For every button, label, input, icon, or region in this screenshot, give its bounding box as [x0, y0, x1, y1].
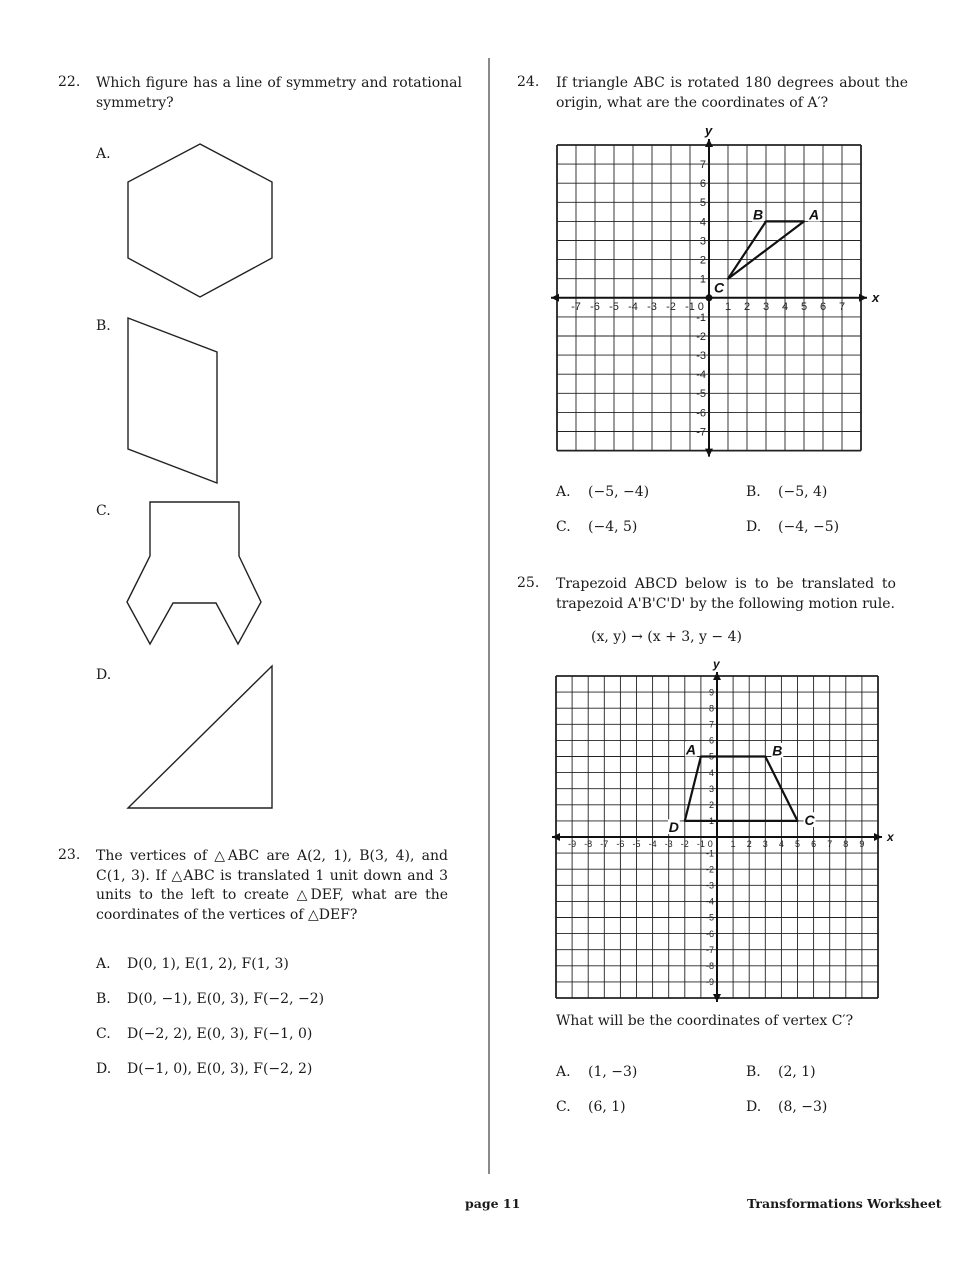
vertex-label-a: A — [808, 206, 820, 223]
x-axis-arrow-left — [551, 294, 559, 302]
y-tick-label: -1 — [705, 848, 714, 859]
q22-option-b-letter[interactable]: B. — [96, 318, 111, 334]
y-tick-label: 5 — [708, 751, 714, 762]
q25-option-c-text[interactable]: (6, 1) — [588, 1099, 626, 1115]
x-tick-label: 2 — [746, 839, 752, 849]
y-tick-label: 7 — [699, 158, 706, 171]
vertex-label-b: B — [772, 742, 783, 759]
q22-quadrilateral-figure — [120, 312, 230, 488]
q22-right-triangle-figure — [120, 660, 280, 814]
q24-option-c-letter[interactable]: C. — [556, 519, 571, 535]
x-tick-label: 1 — [730, 839, 736, 849]
y-tick-label: -3 — [705, 880, 714, 891]
x-tick-label: 9 — [859, 839, 865, 849]
x-tick-label: 4 — [778, 839, 784, 849]
x-tick-label: 5 — [794, 839, 801, 849]
y-tick-label: -9 — [705, 977, 714, 988]
y-tick-label: -2 — [696, 330, 706, 343]
y-tick-label: 1 — [708, 816, 714, 827]
y-tick-label: 1 — [699, 273, 706, 286]
x-tick-label: 7 — [827, 839, 833, 849]
x-tick-label: -4 — [628, 300, 638, 313]
vertex-label-b: B — [752, 206, 764, 223]
x-tick-label: 8 — [843, 839, 849, 849]
x-tick-label: -3 — [647, 300, 657, 313]
vertex-label-a: A — [685, 741, 696, 758]
y-tick-label: 8 — [708, 703, 714, 714]
y-axis-label: y — [705, 123, 713, 138]
x-tick-label: -3 — [664, 839, 673, 849]
x-axis-label: x — [887, 830, 894, 844]
x-tick-label: -8 — [584, 839, 593, 849]
q23-number: 23. — [58, 847, 81, 863]
q25-coordinate-grid — [545, 655, 900, 1005]
column-divider — [488, 58, 490, 1174]
y-tick-label: 9 — [708, 687, 714, 698]
x-tick-label: 4 — [781, 300, 789, 313]
y-axis-arrow-down — [705, 449, 713, 457]
x-tick-label: -5 — [632, 839, 641, 849]
tick-label-origin: 0 — [697, 300, 704, 313]
y-tick-label: 2 — [699, 254, 706, 267]
x-tick-label: -1 — [696, 839, 705, 849]
q25-number: 25. — [517, 575, 540, 591]
y-tick-label: -1 — [696, 311, 706, 324]
x-tick-label: -1 — [685, 300, 695, 313]
worksheet-title: Transformations Worksheet — [747, 1196, 942, 1211]
q23-option-a-text[interactable]: D(0, 1), E(1, 2), F(1, 3) — [127, 956, 289, 972]
q23-option-c-letter[interactable]: C. — [96, 1026, 111, 1042]
x-tick-label: -6 — [616, 839, 625, 849]
x-tick-label: 7 — [838, 300, 846, 313]
y-tick-label: -5 — [696, 388, 706, 401]
y-tick-label: -6 — [696, 407, 706, 420]
x-tick-label: -9 — [568, 839, 577, 849]
q25-option-b-text[interactable]: (2, 1) — [778, 1064, 816, 1080]
q22-number: 22. — [58, 74, 81, 90]
q24-option-a-letter[interactable]: A. — [556, 484, 571, 500]
x-tick-label: 5 — [800, 300, 808, 313]
q22-text: Which figure has a line of symmetry and rotational symmetry? — [96, 75, 462, 111]
x-tick-label: 1 — [724, 300, 732, 313]
y-tick-label: 4 — [699, 216, 706, 229]
y-tick-label: -7 — [696, 426, 706, 439]
q25-motion-rule: (x, y) → (x + 3, y − 4) — [591, 629, 742, 645]
q22-option-d-letter[interactable]: D. — [96, 667, 112, 683]
y-tick-label: -4 — [705, 896, 714, 907]
x-tick-label: -5 — [609, 300, 619, 313]
x-tick-label: -4 — [648, 839, 657, 849]
q23-option-b-text[interactable]: D(0, −1), E(0, 3), F(−2, −2) — [127, 991, 325, 1007]
y-tick-label: -4 — [696, 369, 706, 382]
y-tick-label: 6 — [708, 735, 714, 746]
q25-option-d-text[interactable]: (8, −3) — [778, 1099, 828, 1115]
y-tick-label: 4 — [708, 767, 714, 778]
x-tick-label: -7 — [600, 839, 609, 849]
q24-coordinate-grid — [520, 118, 890, 463]
y-tick-label: 3 — [699, 235, 706, 248]
y-tick-label: -3 — [696, 349, 706, 362]
q23-option-c-text[interactable]: D(−2, 2), E(0, 3), F(−1, 0) — [127, 1026, 313, 1042]
y-axis-label: y — [713, 657, 720, 671]
q23-option-b-letter[interactable]: B. — [96, 991, 111, 1007]
q22-notched-polygon-figure — [120, 496, 270, 650]
y-tick-label: 6 — [699, 178, 706, 191]
y-tick-label: 7 — [708, 719, 714, 730]
q24-option-d-text[interactable]: (−4, −5) — [778, 519, 840, 535]
q25-option-a-text[interactable]: (1, −3) — [588, 1064, 638, 1080]
x-axis-label: x — [872, 289, 880, 305]
q23-option-a-letter[interactable]: A. — [96, 956, 111, 972]
y-tick-label: -8 — [705, 960, 714, 971]
y-tick-label: 5 — [699, 197, 706, 210]
q25-followup-question: What will be the coordinates of vertex C′? — [556, 1013, 854, 1029]
vertex-label-d: D — [668, 818, 679, 835]
vertex-label-c: C — [713, 279, 725, 296]
y-tick-label: 3 — [708, 783, 714, 794]
q25-option-b-letter[interactable]: B. — [746, 1064, 761, 1080]
y-tick-label: 2 — [708, 799, 714, 810]
q24-option-b-letter[interactable]: B. — [746, 484, 761, 500]
q23-text: The vertices of △ABC are A(2, 1), B(3, 4), and C(1, 3). If △ABC is translated 1 unit down and 3 units to the left to create △DEF, what are the coordinates of the vertices of △DEF? — [96, 848, 448, 923]
q24-option-a-text[interactable]: (−5, −4) — [588, 484, 650, 500]
q22-option-c-letter[interactable]: C. — [96, 503, 111, 519]
y-tick-label: -2 — [705, 864, 714, 875]
q22-hexagon-figure — [120, 138, 280, 304]
y-tick-label: -7 — [705, 944, 714, 955]
x-tick-label: -7 — [571, 300, 581, 313]
q25-option-a-letter[interactable]: A. — [556, 1064, 571, 1080]
q24-option-c-text[interactable]: (−4, 5) — [588, 519, 638, 535]
q24-text: If triangle ABC is rotated 180 degrees about the origin, what are the coordinates of A′? — [556, 75, 908, 111]
origin-point — [706, 294, 713, 301]
y-tick-label: -6 — [705, 928, 714, 939]
x-tick-label: -2 — [666, 300, 676, 313]
tick-label-origin: 0 — [707, 839, 713, 849]
q25-option-c-letter[interactable]: C. — [556, 1099, 571, 1115]
q25-option-d-letter[interactable]: D. — [746, 1099, 762, 1115]
page-number: page 11 — [465, 1196, 521, 1211]
x-tick-label: 3 — [762, 300, 770, 313]
vertex-label-c: C — [804, 811, 815, 828]
x-tick-label: 6 — [811, 839, 817, 849]
x-tick-label: -2 — [680, 839, 689, 849]
q25-text: Trapezoid ABCD below is to be translated to trapezoid A'B'C'D' by the following motion rule. — [556, 576, 896, 612]
x-tick-label: 3 — [762, 839, 768, 849]
x-tick-label: -6 — [590, 300, 600, 313]
x-axis-arrow-right — [859, 294, 867, 302]
q23-option-d-letter[interactable]: D. — [96, 1061, 112, 1077]
q24-option-d-letter[interactable]: D. — [746, 519, 762, 535]
q24-option-b-text[interactable]: (−5, 4) — [778, 484, 828, 500]
y-tick-label: -5 — [705, 912, 714, 923]
q22-option-a-letter[interactable]: A. — [96, 146, 111, 162]
q24-number: 24. — [517, 74, 540, 90]
q23-option-d-text[interactable]: D(−1, 0), E(0, 3), F(−2, 2) — [127, 1061, 313, 1077]
x-tick-label: 6 — [819, 300, 827, 313]
x-tick-label: 2 — [743, 300, 751, 313]
y-axis-arrow-up — [705, 139, 713, 147]
